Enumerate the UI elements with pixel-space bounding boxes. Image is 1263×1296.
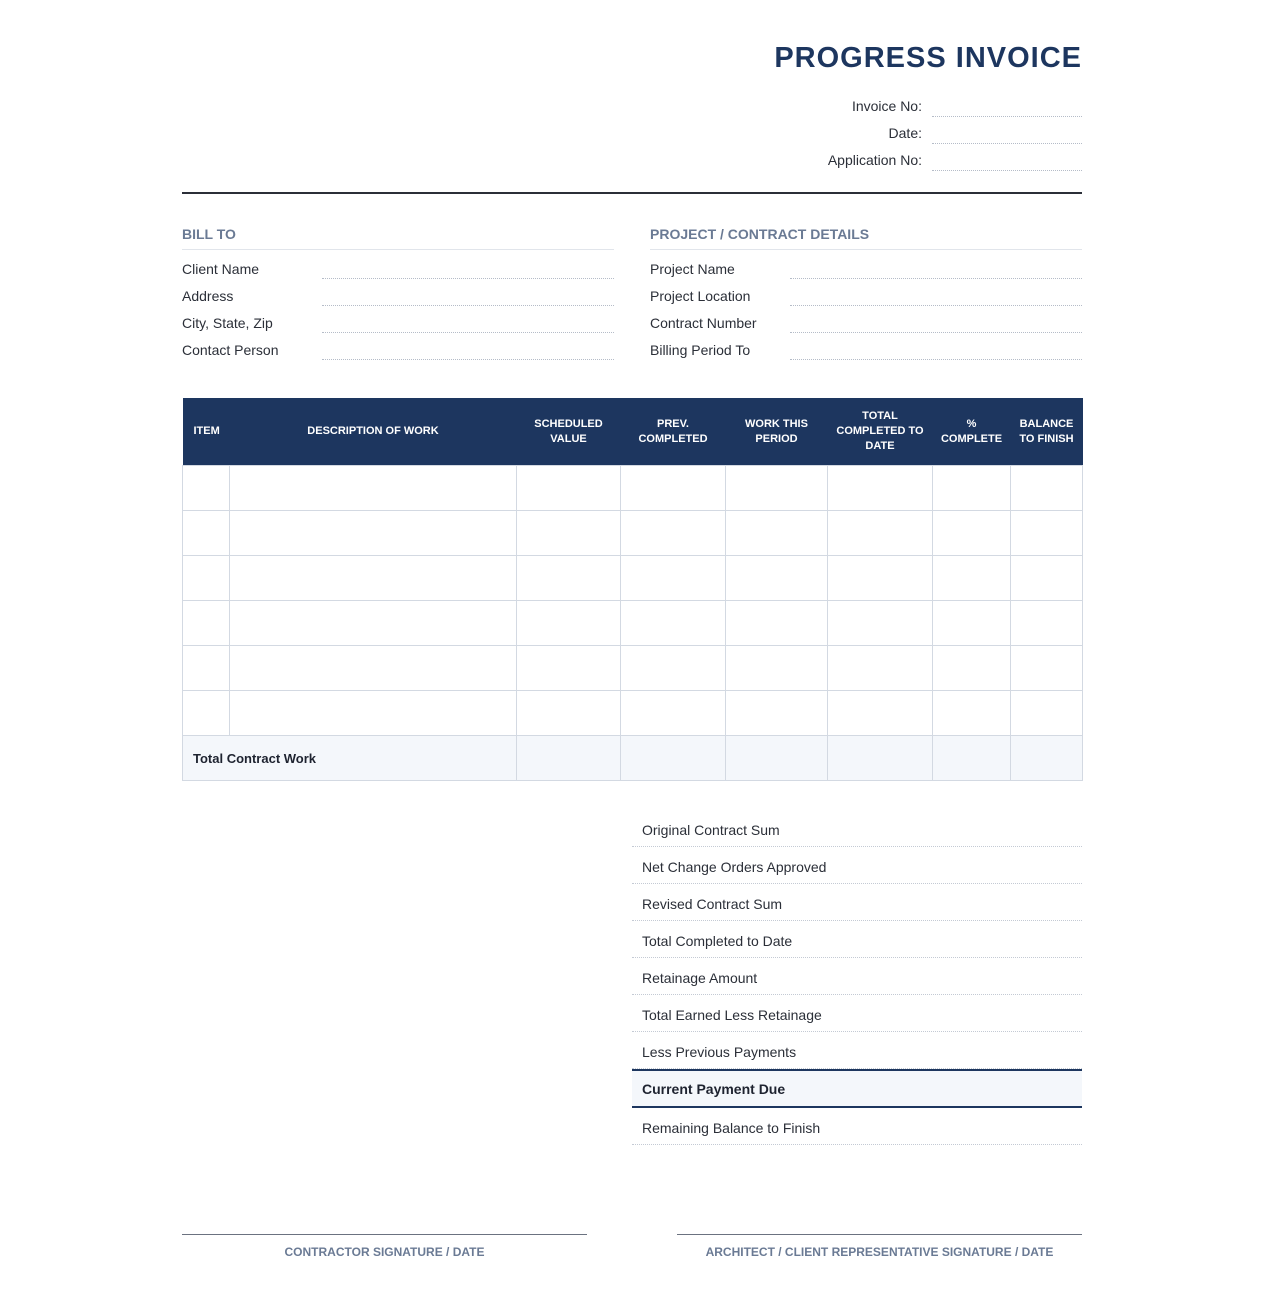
summary-label: Net Change Orders Approved [642, 859, 827, 875]
table-cell[interactable] [230, 646, 517, 691]
table-cell[interactable] [1011, 646, 1083, 691]
contact-person-row [182, 333, 614, 360]
project-location-label: Project Location [650, 288, 751, 304]
table-cell[interactable] [828, 511, 933, 556]
summary-row-revised-contract-sum[interactable] [632, 884, 1082, 921]
project-location-row [650, 279, 1082, 306]
billing-period-field[interactable] [790, 339, 1082, 360]
table-row [183, 601, 1083, 646]
table-cell[interactable] [828, 601, 933, 646]
table-cell[interactable] [726, 466, 828, 511]
total-cell[interactable] [726, 736, 828, 781]
contract-number-label: Contract Number [650, 315, 757, 331]
table-row [183, 466, 1083, 511]
project-name-row [650, 252, 1082, 279]
contact-person-field[interactable] [322, 339, 614, 360]
table-cell[interactable] [517, 601, 621, 646]
summary-label: Total Earned Less Retainage [642, 1007, 822, 1023]
table-cell[interactable] [828, 556, 933, 601]
summary-label: Less Previous Payments [642, 1044, 797, 1060]
summary-label: Total Completed to Date [642, 933, 793, 949]
table-cell[interactable] [230, 466, 517, 511]
table-cell[interactable] [621, 691, 726, 736]
address-label: Address [182, 288, 234, 304]
invoice-title: PROGRESS INVOICE [774, 42, 1082, 74]
table-cell[interactable] [1011, 556, 1083, 601]
table-cell[interactable] [828, 466, 933, 511]
summary-row-total-completed[interactable] [632, 921, 1082, 958]
table-cell[interactable] [1011, 691, 1083, 736]
table-cell[interactable] [517, 556, 621, 601]
invoice-no-row [782, 92, 1082, 119]
total-cell[interactable] [621, 736, 726, 781]
application-no-field[interactable] [932, 152, 1082, 171]
table-row [183, 691, 1083, 736]
table-total-row [183, 736, 1083, 781]
invoice-meta [782, 92, 1082, 173]
summary-label: Retainage Amount [642, 970, 758, 986]
architect-signature-line[interactable]: ARCHITECT / CLIENT REPRESENTATIVE SIGNATURE / DATE [677, 1234, 1082, 1259]
date-row [782, 119, 1082, 146]
table-cell[interactable] [517, 691, 621, 736]
table-cell[interactable] [726, 556, 828, 601]
summary-label: Current Payment Due [642, 1081, 786, 1097]
invoice-no-label: Invoice No: [851, 98, 922, 114]
col-header-percent-complete: % COMPLETE [933, 398, 1011, 466]
contractor-signature-line[interactable]: CONTRACTOR SIGNATURE / DATE [182, 1234, 587, 1259]
table-cell[interactable] [1011, 466, 1083, 511]
table-cell[interactable] [933, 646, 1011, 691]
project-name-field[interactable] [790, 258, 1082, 279]
col-header-total-completed: TOTAL COMPLETED TO DATE [828, 398, 933, 466]
table-row [183, 511, 1083, 556]
col-header-scheduled-value: SCHEDULED VALUE [517, 398, 621, 466]
payment-summary [632, 810, 1082, 1145]
billing-period-row [650, 333, 1082, 360]
table-cell[interactable] [621, 646, 726, 691]
table-cell[interactable] [621, 466, 726, 511]
table-cell[interactable] [230, 511, 517, 556]
col-header-work-this-period: WORK THIS PERIOD [726, 398, 828, 466]
table-cell[interactable] [933, 511, 1011, 556]
table-cell[interactable] [726, 691, 828, 736]
bill-to-section [182, 226, 614, 360]
contract-number-row [650, 306, 1082, 333]
summary-label: Original Contract Sum [642, 822, 780, 838]
table-cell[interactable] [621, 511, 726, 556]
city-state-zip-label: City, State, Zip [182, 315, 273, 331]
table-cell[interactable] [517, 646, 621, 691]
summary-row-retainage-amount[interactable] [632, 958, 1082, 995]
date-label: Date: [888, 125, 922, 141]
total-cell[interactable] [933, 736, 1011, 781]
table-cell[interactable] [726, 601, 828, 646]
city-state-zip-row [182, 306, 614, 333]
bill-to-heading: BILL TO [182, 226, 614, 250]
table-cell[interactable] [726, 646, 828, 691]
billing-period-label: Billing Period To [650, 342, 751, 358]
application-no-row [782, 146, 1082, 173]
date-field[interactable] [932, 125, 1082, 144]
contact-person-label: Contact Person [182, 342, 279, 358]
summary-row-net-change-orders[interactable] [632, 847, 1082, 884]
contract-number-field[interactable] [790, 312, 1082, 333]
table-cell[interactable] [1011, 511, 1083, 556]
total-cell[interactable] [828, 736, 933, 781]
summary-label: Remaining Balance to Finish [642, 1120, 821, 1136]
invoice-no-field[interactable] [932, 98, 1082, 117]
address-field[interactable] [322, 285, 614, 306]
table-cell[interactable] [183, 511, 230, 556]
total-cell[interactable] [1011, 736, 1083, 781]
project-name-label: Project Name [650, 261, 735, 277]
table-cell[interactable] [183, 601, 230, 646]
table-row [183, 646, 1083, 691]
table-cell[interactable] [183, 556, 230, 601]
col-header-item: ITEM [183, 398, 230, 466]
summary-row-current-payment-due[interactable] [632, 1069, 1082, 1108]
table-cell[interactable] [933, 601, 1011, 646]
table-cell[interactable] [933, 466, 1011, 511]
table-cell[interactable] [230, 556, 517, 601]
table-cell[interactable] [517, 511, 621, 556]
city-state-zip-field[interactable] [322, 312, 614, 333]
table-cell[interactable] [230, 601, 517, 646]
table-cell[interactable] [517, 466, 621, 511]
table-cell[interactable] [828, 646, 933, 691]
table-row [183, 556, 1083, 601]
address-row [182, 279, 614, 306]
project-details-section [650, 226, 1082, 360]
summary-row-original-contract-sum[interactable] [632, 810, 1082, 847]
table-cell[interactable] [183, 646, 230, 691]
total-contract-work-label: Total Contract Work [183, 736, 517, 781]
table-cell[interactable] [621, 556, 726, 601]
project-location-field[interactable] [790, 285, 1082, 306]
application-no-label: Application No: [827, 152, 922, 168]
summary-row-total-earned-less-retainage[interactable] [632, 995, 1082, 1032]
table-cell[interactable] [183, 691, 230, 736]
client-name-row [182, 252, 614, 279]
table-cell[interactable] [230, 691, 517, 736]
table-cell[interactable] [1011, 601, 1083, 646]
summary-row-remaining-balance[interactable] [632, 1108, 1082, 1145]
client-name-field[interactable] [322, 258, 614, 279]
table-cell[interactable] [183, 466, 230, 511]
summary-label: Revised Contract Sum [642, 896, 783, 912]
col-header-prev-completed: PREV. COMPLETED [621, 398, 726, 466]
project-details-heading: PROJECT / CONTRACT DETAILS [650, 226, 1082, 250]
table-cell[interactable] [621, 601, 726, 646]
summary-row-less-previous-payments[interactable] [632, 1032, 1082, 1069]
table-cell[interactable] [726, 511, 828, 556]
table-header-row [183, 398, 1083, 466]
total-cell[interactable] [517, 736, 621, 781]
table-cell[interactable] [828, 691, 933, 736]
client-name-label: Client Name [182, 261, 260, 277]
table-cell[interactable] [933, 556, 1011, 601]
col-header-description: DESCRIPTION OF WORK [230, 398, 517, 466]
col-header-balance-to-finish: BALANCE TO FINISH [1011, 398, 1083, 466]
work-table [182, 398, 1083, 781]
header-divider [182, 192, 1082, 194]
table-cell[interactable] [933, 691, 1011, 736]
